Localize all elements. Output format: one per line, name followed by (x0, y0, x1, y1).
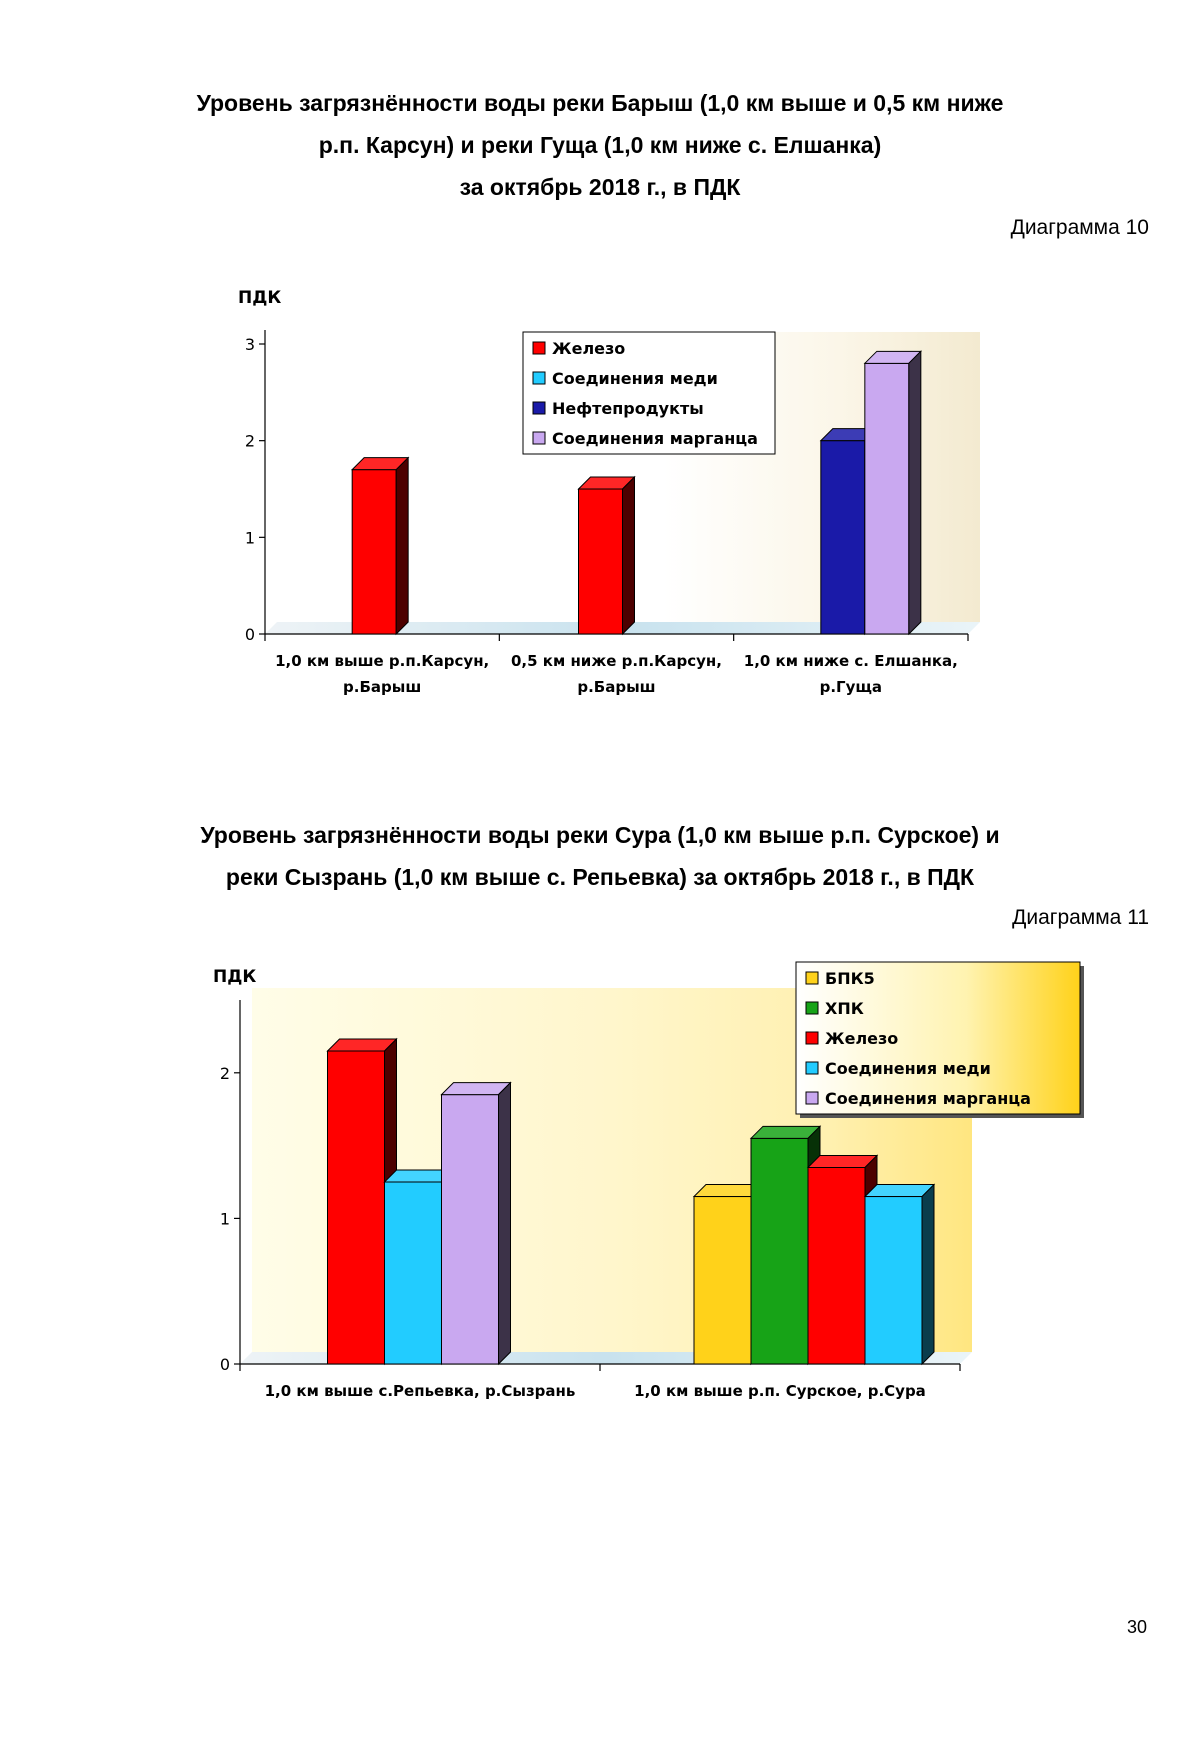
y-tick-label: 2 (244, 431, 255, 451)
category-label: р.Гуща (819, 678, 883, 696)
legend-swatch (806, 972, 818, 984)
y-axis-label: ПДК (238, 288, 282, 308)
legend-entry: Железо (825, 1029, 899, 1048)
chart-10-title-line: р.п. Карсун) и реки Гуща (1,0 км ниже с. Елшанка) (318, 132, 882, 158)
legend-swatch (806, 1062, 818, 1074)
legend-entry: Железо (552, 339, 626, 358)
bar-Соединения меди (865, 1185, 934, 1364)
category-label: р.Барыш (343, 678, 422, 696)
legend-entry: ХПК (825, 999, 864, 1018)
legend-entry: БПК5 (825, 969, 875, 988)
y-tick-label: 3 (244, 335, 255, 354)
diagram-10-label: Диаграмма 10 (1010, 216, 1149, 239)
legend (796, 962, 1084, 1118)
legend-entry: Соединения меди (825, 1059, 991, 1078)
legend-entry: Нефтепродукты (552, 399, 704, 418)
chart-11-title-line: Уровень загрязнённости воды реки Сура (1,0 км выше р.п. Сурское) и (200, 822, 1000, 848)
legend-swatch (806, 1092, 818, 1104)
category-label: 1,0 км ниже с. Елшанка, (743, 652, 958, 670)
bar-front (865, 1197, 922, 1364)
legend-entry: Соединения меди (552, 369, 718, 388)
page-number: 30 (1126, 1617, 1147, 1637)
y-tick-label: 1 (219, 1209, 230, 1229)
category-label: 0,5 км ниже р.п.Карсун, (510, 652, 723, 670)
bar-side (922, 1185, 934, 1364)
bar-front (751, 1138, 808, 1364)
legend-entry: Соединения марганца (552, 429, 758, 448)
category-label: р.Барыш (577, 678, 656, 696)
y-tick-label: 0 (244, 625, 255, 644)
legend-swatch (806, 1002, 818, 1014)
bar-front (328, 1051, 385, 1364)
y-tick-label: 1 (244, 528, 255, 548)
category-label: 1,0 км выше р.п. Сурское, р.Сура (634, 1382, 926, 1400)
bar-front (385, 1182, 442, 1364)
y-tick-label: 2 (219, 1063, 230, 1083)
y-axis-label: ПДК (213, 967, 257, 987)
bar-Соединения марганца (442, 1083, 511, 1364)
diagram-11-label: Диаграмма 11 (1012, 906, 1149, 929)
chart-11-title-line: реки Сызрань (1,0 км выше с. Репьевка) за октябрь 2018 г., в ПДК (225, 864, 975, 890)
category-label: 1,0 км выше с.Репьевка, р.Сызрань (264, 1382, 576, 1400)
bar-side (499, 1083, 511, 1364)
chart-10-title-line: за октябрь 2018 г., в ПДК (459, 174, 741, 200)
legend-entry: Соединения марганца (825, 1089, 1031, 1108)
category-label: 1,0 км выше р.п.Карсун, (275, 652, 490, 670)
bar-front (442, 1095, 499, 1364)
bar-front (694, 1197, 751, 1364)
y-tick-label: 0 (219, 1355, 230, 1374)
legend-swatch (806, 1032, 818, 1044)
bar-front (808, 1167, 865, 1364)
chart-10-title-line: Уровень загрязнённости воды реки Барыш (1,0 км выше и 0,5 км ниже (196, 90, 1004, 116)
